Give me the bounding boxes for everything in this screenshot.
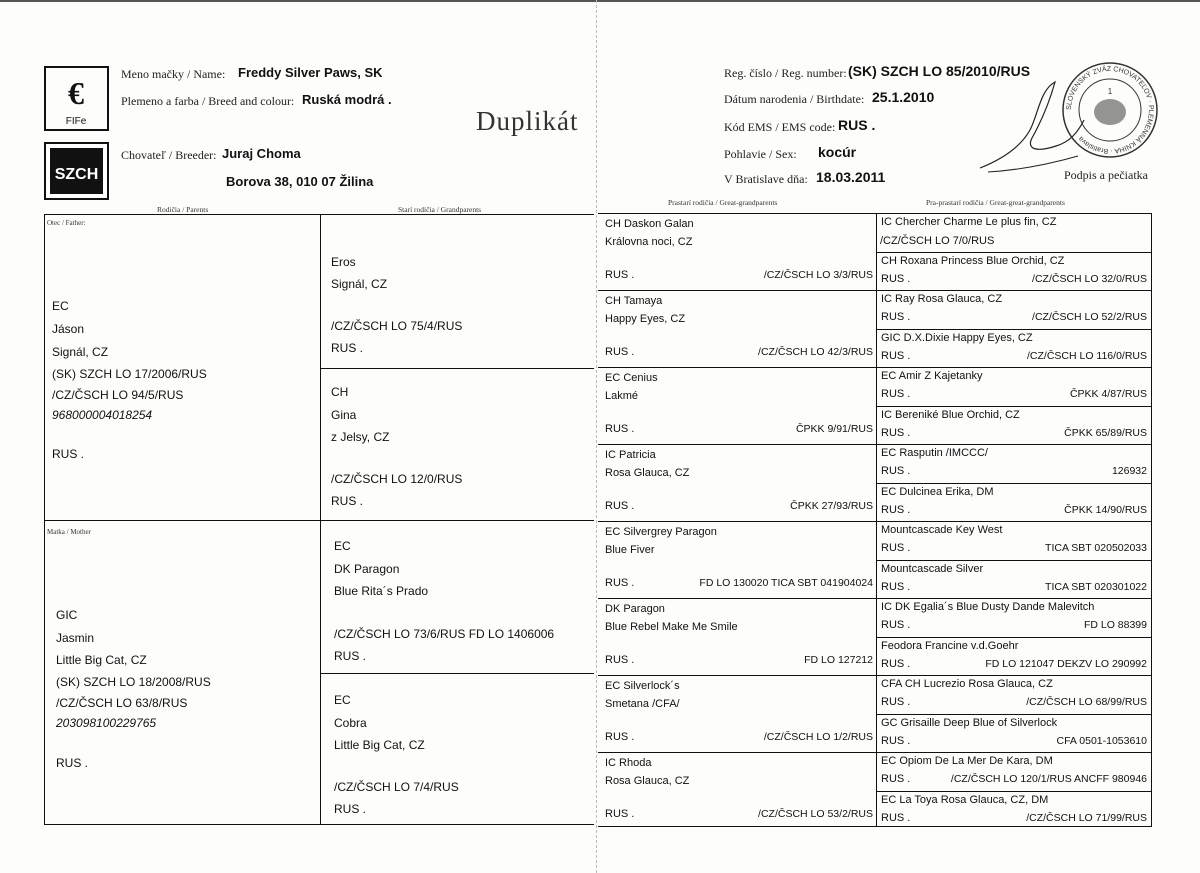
left-table-gp1: [320, 368, 594, 369]
right-table-divider: [876, 213, 877, 827]
col-header-great: Prastarí rodičia / Great-grandparents: [668, 198, 778, 207]
great-row-divider: [598, 675, 876, 676]
gg-row-divider: [876, 560, 1152, 561]
gp2-line-4: /CZ/ČSCH LO 12/0/RUS: [331, 472, 463, 486]
great-reg: /CZ/ČSCH LO 53/2/RUS: [758, 808, 873, 820]
gg-ems: RUS .: [881, 542, 911, 554]
great-name-line2: Rosa Glauca, CZ: [605, 775, 690, 787]
gp4-line-5: RUS .: [334, 802, 367, 816]
great-ems: RUS .: [605, 577, 635, 589]
gg-ems: RUS .: [881, 388, 911, 400]
left-table-mid: [44, 520, 594, 521]
gg-row-divider: [876, 714, 1152, 715]
gg-name: IC Bereniké Blue Orchid, CZ: [881, 408, 1020, 421]
sex-label: Pohlavie / Sex:: [724, 147, 797, 161]
gg-ems: RUS .: [881, 734, 911, 747]
gg-reg: /CZ/ČSCH LO 116/0/RUS: [1026, 349, 1147, 362]
gg-row-divider: [876, 791, 1152, 792]
father-chip: 968000004018254: [52, 408, 153, 422]
signature-scribble: [980, 82, 1084, 168]
mother-label: Matka / Mother: [47, 528, 91, 536]
gg-ems: RUS .: [881, 503, 911, 516]
mother-chip: 203098100229765: [56, 716, 157, 730]
gg-ems: RUS .: [881, 619, 911, 631]
fife-logo-mark: €: [68, 75, 84, 111]
gg-reg: ČPKK 65/89/RUS: [1064, 426, 1147, 439]
great-name-line1: CH Daskon Galan: [605, 218, 694, 230]
gg-row-divider: [876, 329, 1152, 330]
great-row-divider: [598, 367, 876, 368]
gg-row-divider: [876, 252, 1152, 253]
gg-row-divider: [876, 675, 1152, 676]
great-name-line2: Lakmé: [605, 390, 639, 402]
great-name-line2: Happy Eyes, CZ: [605, 313, 686, 325]
great-name-line1: EC Silverlock´s: [605, 680, 680, 692]
gg-reg: /CZ/ČSCH LO 68/99/RUS: [1026, 696, 1147, 708]
great-ems: RUS .: [605, 346, 635, 358]
gg-name: IC Chercher Charme Le plus fin, CZ: [881, 216, 1057, 228]
gg-reg: FD LO 121047 DEKZV LO 290992: [985, 657, 1147, 670]
great-reg: ČPKK 9/91/RUS: [795, 423, 873, 435]
great-name-line1: IC Rhoda: [605, 757, 652, 769]
top-edge-line: [0, 0, 1200, 2]
great-row-divider: [598, 444, 876, 445]
gp1-line-4: RUS .: [331, 341, 364, 355]
gp4-line-2: Little Big Cat, CZ: [334, 738, 425, 752]
great-ems: RUS .: [605, 269, 635, 281]
great-row-divider: [598, 521, 876, 522]
ems-label: Kód EMS / EMS code:: [724, 120, 836, 134]
mother-reg-sk: (SK) SZCH LO 18/2008/RUS: [56, 675, 211, 689]
gp1-line-1: Signál, CZ: [331, 277, 388, 291]
gp3-line-4: /CZ/ČSCH LO 73/6/RUS FD LO 1406006: [334, 627, 555, 641]
great-reg: FD LO 127212: [804, 654, 873, 666]
place-date: 18.03.2011: [816, 169, 886, 185]
birthdate-value: 25.1.2010: [872, 89, 935, 105]
place-label: V Bratislave dňa:: [724, 172, 808, 186]
gp3-line-5: RUS .: [334, 649, 367, 663]
great-name-line2: Rosa Glauca, CZ: [605, 467, 690, 479]
gg-overlap-reg: /CZ/ČSCH LO 7/0/RUS: [880, 235, 995, 247]
gg-ems: RUS .: [881, 349, 911, 362]
gg-name: EC Amir Z Kajetanky: [881, 370, 983, 382]
father-cattery: Signál, CZ: [52, 345, 109, 359]
mother-title: GIC: [56, 608, 78, 622]
gg-name: IC DK Egalia´s Blue Dusty Dande Malevitch: [881, 601, 1095, 613]
great-ems: RUS .: [605, 423, 635, 435]
ems-value: RUS .: [838, 117, 876, 133]
gg-ems: RUS .: [881, 272, 911, 285]
gg-ems: RUS .: [881, 696, 911, 708]
gp2-line-5: RUS .: [331, 494, 364, 508]
fife-logo: [44, 66, 109, 131]
great-name-line1: IC Patricia: [605, 449, 656, 461]
great-ems: RUS .: [605, 731, 635, 743]
gg-reg: CFA 0501-1053610: [1056, 734, 1147, 747]
breeder-label: Chovateľ / Breeder:: [121, 148, 217, 162]
stamp-center-number: 1: [1107, 87, 1113, 96]
gg-ems: RUS .: [881, 580, 911, 593]
great-name-line2: Královna noci, CZ: [605, 236, 693, 248]
gg-row-divider: [876, 521, 1152, 522]
gg-row-divider: [876, 637, 1152, 638]
great-reg: ČPKK 27/93/RUS: [790, 500, 873, 512]
mother-name: Jasmin: [56, 631, 95, 645]
mother-cattery: Little Big Cat, CZ: [56, 653, 147, 667]
gg-reg: /CZ/ČSCH LO 32/0/RUS: [1032, 272, 1147, 285]
gg-name: GC Grisaille Deep Blue of Silverlock: [881, 716, 1058, 729]
gg-ems: RUS .: [881, 311, 911, 323]
gg-name: GIC D.X.Dixie Happy Eyes, CZ: [881, 331, 1033, 344]
duplicate-stamp: Duplikát: [476, 106, 579, 136]
col-header-greatgreat: Pra-prastarí rodičia / Great-great-grandparents: [926, 198, 1065, 207]
gp1-line-0: Eros: [331, 255, 356, 269]
reg-label: Reg. číslo / Reg. number:: [724, 66, 847, 80]
father-label: Otec / Father:: [47, 219, 86, 227]
gg-ems: RUS .: [881, 465, 911, 477]
gg-ems: RUS .: [881, 811, 911, 824]
breeder-address: Borova 38, 010 07 Žilina: [226, 174, 374, 189]
szch-logo-text: SZCH: [54, 166, 99, 183]
gg-name: EC Opiom De La Mer De Kara, DM: [881, 755, 1053, 767]
birthdate-label: Dátum narodenia / Birthdate:: [724, 92, 865, 106]
signature-stamp: [960, 60, 1165, 180]
great-name-line1: DK Paragon: [605, 603, 665, 615]
szch-logo: [44, 142, 109, 200]
gp2-line-2: z Jelsy, CZ: [331, 430, 390, 444]
great-ems: RUS .: [605, 500, 635, 512]
great-name-line2: Blue Fiver: [605, 544, 655, 556]
great-name-line1: CH Tamaya: [605, 295, 663, 307]
breed-label: Plemeno a farba / Breed and colour:: [121, 94, 295, 108]
great-name-line1: EC Cenius: [605, 372, 658, 384]
gg-reg: TICA SBT 020502033: [1045, 542, 1147, 554]
gg-name: IC Ray Rosa Glauca, CZ: [881, 293, 1003, 305]
gp3-line-0: EC: [334, 539, 351, 553]
gg-reg: /CZ/ČSCH LO 120/1/RUS ANCFF 980946: [950, 773, 1147, 785]
mother-reg-cz: /CZ/ČSCH LO 63/8/RUS: [56, 696, 188, 710]
breeder-value: Juraj Choma: [222, 146, 301, 161]
name-label: Meno mačky / Name:: [121, 67, 226, 81]
gg-reg: FD LO 88399: [1083, 619, 1147, 631]
gp2-line-0: CH: [331, 385, 349, 399]
great-reg: /CZ/ČSCH LO 3/3/RUS: [763, 269, 873, 281]
gg-name: EC La Toya Rosa Glauca, CZ, DM: [881, 793, 1049, 806]
gg-reg: ČPKK 4/87/RUS: [1069, 388, 1147, 400]
mother-ems: RUS .: [56, 756, 89, 770]
father-reg-cz: /CZ/ČSCH LO 94/5/RUS: [52, 388, 184, 402]
great-name-line1: EC Silvergrey Paragon: [605, 526, 717, 538]
gg-name: Mountcascade Silver: [881, 562, 984, 575]
great-ems: RUS .: [605, 654, 635, 666]
gp2-line-1: Gina: [331, 408, 357, 422]
great-row-divider: [598, 598, 876, 599]
gg-row-divider: [876, 598, 1152, 599]
father-ems: RUS .: [52, 447, 85, 461]
father-name: Jáson: [52, 322, 85, 336]
gg-row-divider: [876, 752, 1152, 753]
breed-value: Ruská modrá .: [302, 92, 392, 107]
great-reg: /CZ/ČSCH LO 42/3/RUS: [758, 346, 873, 358]
gp1-line-3: /CZ/ČSCH LO 75/4/RUS: [331, 319, 463, 333]
gg-ems: RUS .: [881, 773, 911, 785]
gg-row-divider: [876, 367, 1152, 368]
gg-name: Feodora Francine v.d.Goehr: [881, 639, 1019, 652]
great-ems: RUS .: [605, 808, 635, 820]
gg-ems: RUS .: [881, 426, 911, 439]
sex-value: kocúr: [818, 144, 857, 160]
father-reg-sk: (SK) SZCH LO 17/2006/RUS: [52, 367, 207, 381]
fife-logo-text: FIFe: [65, 116, 87, 127]
great-reg: FD LO 130020 TICA SBT 041904024: [699, 577, 873, 589]
father-title: EC: [52, 299, 69, 313]
gg-reg: TICA SBT 020301022: [1045, 580, 1147, 593]
gp3-line-1: DK Paragon: [334, 562, 400, 576]
great-name-line2: Blue Rebel Make Me Smile: [605, 621, 738, 633]
gg-reg: /CZ/ČSCH LO 71/99/RUS: [1026, 811, 1147, 824]
gp3-line-2: Blue Rita´s Prado: [334, 584, 429, 598]
gg-name: EC Rasputin /IMCCC/: [881, 447, 988, 459]
col-header-parents: Rodičia / Parents: [157, 205, 209, 214]
gg-row-divider: [876, 290, 1152, 291]
gg-row-divider: [876, 444, 1152, 445]
great-reg: /CZ/ČSCH LO 1/2/RUS: [763, 731, 873, 743]
gg-reg: /CZ/ČSCH LO 52/2/RUS: [1032, 311, 1147, 323]
great-row-divider: [598, 290, 876, 291]
signature-label: Podpis a pečiatka: [1064, 168, 1148, 182]
left-table-gp3: [320, 673, 594, 674]
gp4-line-0: EC: [334, 693, 351, 707]
great-row-divider: [598, 752, 876, 753]
fold-line: [596, 0, 597, 873]
gg-reg: 126932: [1111, 465, 1147, 477]
gp4-line-4: /CZ/ČSCH LO 7/4/RUS: [334, 780, 459, 794]
great-name-line2: Smetana /CFA/: [605, 698, 680, 710]
stamp-emblem: [1094, 99, 1126, 125]
gg-name: Mountcascade Key West: [881, 524, 1003, 536]
cat-name: Freddy Silver Paws, SK: [238, 65, 383, 80]
gg-reg: ČPKK 14/90/RUS: [1064, 503, 1147, 516]
gg-name: CFA CH Lucrezio Rosa Glauca, CZ: [881, 678, 1053, 690]
gg-name: CH Roxana Princess Blue Orchid, CZ: [881, 254, 1065, 267]
col-header-grandparents: Starí rodičia / Grandparents: [398, 205, 482, 214]
gg-row-divider: [876, 406, 1152, 407]
gp4-line-1: Cobra: [334, 716, 367, 730]
reg-value: (SK) SZCH LO 85/2010/RUS: [848, 63, 1031, 79]
gg-name: EC Dulcinea Erika, DM: [881, 485, 994, 498]
gg-row-divider: [876, 483, 1152, 484]
stamp-ring-text: SLOVENSKÝ ZVÄZ CHOVATEĽOV · PLEMENNÁ KNIHA · Bratislava: [1065, 65, 1155, 155]
gg-ems: RUS .: [881, 657, 911, 670]
